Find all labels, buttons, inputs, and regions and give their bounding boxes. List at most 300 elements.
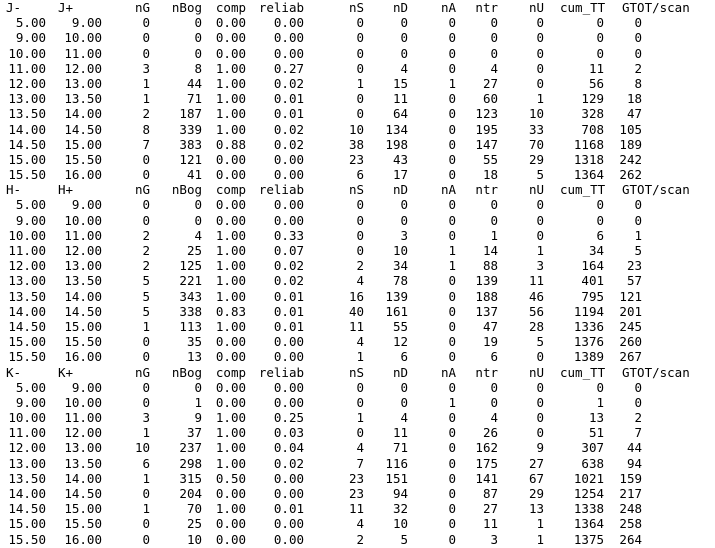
cell-bin-min: 5.00 <box>15 379 46 395</box>
cell-nd: 10 <box>392 243 408 258</box>
cell-gtot-scan: 7 <box>634 425 642 441</box>
cell-nd: 139 <box>385 288 408 304</box>
cell-comp: 0.00 <box>215 486 246 501</box>
cell-bin-min: 5.00 <box>15 197 46 213</box>
cell-nd: 78 <box>392 273 408 289</box>
cell-ns: 0 <box>356 91 364 107</box>
cell-na: 1 <box>448 243 456 258</box>
cell-nbog: 25 <box>186 243 202 258</box>
table-row <box>0 15 715 30</box>
table-row <box>0 456 715 471</box>
cell-cum-tt: 638 <box>581 455 604 471</box>
cell-nd: 6 <box>400 349 408 365</box>
header-cum-tt: cum_TT <box>560 182 606 198</box>
cell-nu: 0 <box>536 425 544 441</box>
cell-nd: 11 <box>392 91 408 107</box>
cell-na: 0 <box>448 501 456 517</box>
cell-bin-max: 12.00 <box>64 243 102 258</box>
cell-ng: 8 <box>142 121 150 137</box>
cell-ntr: 55 <box>482 151 498 167</box>
cell-ntr: 47 <box>482 318 498 334</box>
cell-nd: 134 <box>385 121 408 137</box>
cell-reliab: 0.00 <box>273 349 304 365</box>
cell-cum-tt: 1254 <box>573 486 604 501</box>
cell-cum-tt: 1168 <box>573 136 604 152</box>
cell-bin-min: 12.00 <box>8 75 46 91</box>
cell-nd: 0 <box>400 197 408 213</box>
cell-ng: 2 <box>142 258 150 274</box>
cell-ng: 2 <box>142 243 150 258</box>
cell-ng: 7 <box>142 136 150 152</box>
cell-ng: 0 <box>142 516 150 532</box>
cell-gtot-scan: 189 <box>619 136 642 152</box>
cell-comp: 1.00 <box>215 455 246 471</box>
table-row <box>0 152 715 167</box>
cell-comp: 1.00 <box>215 273 246 289</box>
cell-reliab: 0.00 <box>273 197 304 213</box>
cell-nbog: 41 <box>186 167 202 183</box>
cell-reliab: 0.01 <box>273 288 304 304</box>
table-row <box>0 122 715 137</box>
header-bin-min: K- <box>6 364 22 380</box>
cell-gtot-scan: 201 <box>619 303 642 319</box>
table-row <box>0 213 715 228</box>
header-nd: nD <box>392 364 408 380</box>
cell-reliab: 0.00 <box>273 15 304 31</box>
cell-na: 0 <box>448 197 456 213</box>
cell-nd: 0 <box>400 45 408 61</box>
header-ns: nS <box>348 182 364 198</box>
cell-nu: 1 <box>536 516 544 532</box>
cell-nbog: 0 <box>194 15 202 31</box>
cell-bin-min: 15.00 <box>8 334 46 350</box>
cell-nu: 0 <box>536 75 544 91</box>
table-row <box>0 501 715 516</box>
cell-ng: 2 <box>142 227 150 243</box>
cell-ns: 1 <box>356 349 364 365</box>
header-cum-tt: cum_TT <box>560 364 606 380</box>
cell-bin-min: 15.50 <box>8 167 46 183</box>
cell-comp: 1.00 <box>215 106 246 122</box>
header-gtot-scan: GTOT/scan <box>622 0 690 15</box>
table-row <box>0 334 715 349</box>
cell-comp: 0.00 <box>215 15 246 31</box>
cell-ns: 0 <box>356 425 364 441</box>
cell-ns: 4 <box>356 334 364 350</box>
cell-nd: 161 <box>385 303 408 319</box>
cell-bin-max: 15.50 <box>64 151 102 167</box>
cell-cum-tt: 0 <box>596 15 604 31</box>
cell-ns: 40 <box>348 303 364 319</box>
cell-ns: 16 <box>348 288 364 304</box>
cell-bin-max: 14.00 <box>64 106 102 122</box>
cell-bin-max: 15.00 <box>64 318 102 334</box>
cell-nd: 17 <box>392 167 408 183</box>
cell-ntr: 147 <box>475 136 498 152</box>
cell-nd: 94 <box>392 486 408 501</box>
cell-reliab: 0.02 <box>273 273 304 289</box>
cell-bin-max: 14.50 <box>64 121 102 137</box>
cell-ng: 5 <box>142 303 150 319</box>
cell-bin-min: 15.00 <box>8 516 46 532</box>
cell-na: 0 <box>448 486 456 501</box>
cell-ns: 4 <box>356 440 364 456</box>
cell-ng: 0 <box>142 212 150 228</box>
cell-bin-max: 14.50 <box>64 303 102 319</box>
cell-nu: 29 <box>528 486 544 501</box>
cell-gtot-scan: 105 <box>619 121 642 137</box>
cell-nbog: 13 <box>186 349 202 365</box>
band-section <box>0 182 715 364</box>
table-row <box>0 304 715 319</box>
cell-reliab: 0.01 <box>273 91 304 107</box>
cell-ns: 23 <box>348 151 364 167</box>
cell-comp: 0.00 <box>215 151 246 167</box>
cell-nbog: 44 <box>186 75 202 91</box>
cell-ns: 1 <box>356 410 364 426</box>
cell-bin-max: 16.00 <box>64 349 102 365</box>
cell-ng: 2 <box>142 106 150 122</box>
table-row <box>0 243 715 258</box>
table-row <box>0 380 715 395</box>
cell-ng: 3 <box>142 410 150 426</box>
cell-comp: 1.00 <box>215 258 246 274</box>
cell-ntr: 14 <box>482 243 498 258</box>
cell-ns: 0 <box>356 227 364 243</box>
cell-nbog: 338 <box>179 303 202 319</box>
cell-reliab: 0.00 <box>273 45 304 61</box>
section-header-row <box>0 365 715 380</box>
cell-bin-min: 13.00 <box>8 273 46 289</box>
cell-ns: 23 <box>348 470 364 486</box>
cell-na: 0 <box>448 227 456 243</box>
cell-nu: 9 <box>536 440 544 456</box>
header-cum-tt: cum_TT <box>560 0 606 15</box>
cell-reliab: 0.02 <box>273 136 304 152</box>
cell-comp: 0.88 <box>215 136 246 152</box>
cell-na: 1 <box>448 394 456 410</box>
cell-cum-tt: 1364 <box>573 167 604 183</box>
band-section <box>0 0 715 182</box>
cell-gtot-scan: 264 <box>619 531 642 547</box>
cell-nu: 11 <box>528 273 544 289</box>
cell-cum-tt: 1021 <box>573 470 604 486</box>
cell-ntr: 175 <box>475 455 498 471</box>
cell-nbog: 0 <box>194 45 202 61</box>
cell-ng: 0 <box>142 349 150 365</box>
cell-reliab: 0.25 <box>273 410 304 426</box>
cell-nbog: 0 <box>194 379 202 395</box>
cell-nbog: 25 <box>186 516 202 532</box>
header-ntr: ntr <box>475 182 498 198</box>
header-gtot-scan: GTOT/scan <box>622 182 690 198</box>
cell-nd: 116 <box>385 455 408 471</box>
cell-nd: 10 <box>392 516 408 532</box>
cell-bin-min: 12.00 <box>8 440 46 456</box>
cell-ntr: 0 <box>490 15 498 31</box>
table-row <box>0 349 715 364</box>
cell-nu: 0 <box>536 60 544 76</box>
header-na: nA <box>440 182 456 198</box>
cell-gtot-scan: 245 <box>619 318 642 334</box>
cell-bin-max: 10.00 <box>64 30 102 46</box>
cell-nd: 4 <box>400 60 408 76</box>
cell-cum-tt: 708 <box>581 121 604 137</box>
cell-bin-max: 9.00 <box>71 15 102 31</box>
cell-gtot-scan: 18 <box>626 91 642 107</box>
cell-ntr: 0 <box>490 197 498 213</box>
cell-na: 0 <box>448 531 456 547</box>
cell-reliab: 0.00 <box>273 151 304 167</box>
cell-bin-max: 11.00 <box>64 227 102 243</box>
table-row <box>0 486 715 501</box>
cell-ntr: 1 <box>490 227 498 243</box>
header-ng: nG <box>134 182 150 198</box>
cell-ng: 5 <box>142 288 150 304</box>
cell-bin-max: 15.50 <box>64 334 102 350</box>
header-nbog: nBog <box>171 0 202 15</box>
cell-comp: 0.00 <box>215 531 246 547</box>
table-row <box>0 425 715 440</box>
cell-cum-tt: 11 <box>588 60 604 76</box>
cell-ntr: 19 <box>482 334 498 350</box>
cell-cum-tt: 0 <box>596 30 604 46</box>
cell-nu: 0 <box>536 410 544 426</box>
cell-nu: 0 <box>536 15 544 31</box>
cell-bin-min: 15.50 <box>8 349 46 365</box>
header-gtot-scan: GTOT/scan <box>622 364 690 380</box>
cell-nd: 4 <box>400 410 408 426</box>
cell-gtot-scan: 0 <box>634 15 642 31</box>
cell-nu: 1 <box>536 243 544 258</box>
cell-bin-min: 15.00 <box>8 151 46 167</box>
cell-cum-tt: 401 <box>581 273 604 289</box>
cell-bin-max: 16.00 <box>64 167 102 183</box>
header-ns: nS <box>348 364 364 380</box>
cell-nbog: 10 <box>186 531 202 547</box>
cell-bin-min: 9.00 <box>15 212 46 228</box>
cell-ns: 4 <box>356 273 364 289</box>
cell-nd: 71 <box>392 440 408 456</box>
cell-nd: 0 <box>400 15 408 31</box>
cell-ng: 1 <box>142 91 150 107</box>
cell-cum-tt: 164 <box>581 258 604 274</box>
cell-nd: 15 <box>392 75 408 91</box>
cell-na: 0 <box>448 334 456 350</box>
cell-nu: 46 <box>528 288 544 304</box>
cell-bin-max: 15.00 <box>64 136 102 152</box>
section-header-row <box>0 0 715 15</box>
cell-nbog: 339 <box>179 121 202 137</box>
cell-nd: 151 <box>385 470 408 486</box>
cell-bin-max: 9.00 <box>71 197 102 213</box>
cell-nd: 12 <box>392 334 408 350</box>
cell-bin-min: 11.00 <box>8 243 46 258</box>
cell-na: 0 <box>448 91 456 107</box>
cell-na: 1 <box>448 75 456 91</box>
header-na: nA <box>440 364 456 380</box>
cell-gtot-scan: 23 <box>626 258 642 274</box>
cell-ntr: 139 <box>475 273 498 289</box>
cell-cum-tt: 0 <box>596 197 604 213</box>
cell-cum-tt: 56 <box>588 75 604 91</box>
cell-na: 0 <box>448 121 456 137</box>
cell-gtot-scan: 0 <box>634 394 642 410</box>
table-row <box>0 516 715 531</box>
cell-nd: 0 <box>400 212 408 228</box>
cell-cum-tt: 129 <box>581 91 604 107</box>
cell-ntr: 26 <box>482 425 498 441</box>
cell-na: 0 <box>448 410 456 426</box>
cell-ntr: 0 <box>490 45 498 61</box>
table-row <box>0 258 715 273</box>
cell-nu: 5 <box>536 334 544 350</box>
cell-ntr: 6 <box>490 349 498 365</box>
header-comp: comp <box>215 0 246 15</box>
cell-nbog: 221 <box>179 273 202 289</box>
cell-na: 0 <box>448 136 456 152</box>
cell-ns: 6 <box>356 167 364 183</box>
header-ntr: ntr <box>475 364 498 380</box>
cell-nu: 0 <box>536 197 544 213</box>
cell-ns: 2 <box>356 258 364 274</box>
band-section <box>0 365 715 547</box>
cell-bin-min: 11.00 <box>8 425 46 441</box>
table-row <box>0 76 715 91</box>
section-header-row <box>0 182 715 197</box>
cell-gtot-scan: 5 <box>634 243 642 258</box>
cell-comp: 0.00 <box>215 394 246 410</box>
cell-nbog: 121 <box>179 151 202 167</box>
header-comp: comp <box>215 364 246 380</box>
cell-ng: 10 <box>134 440 150 456</box>
header-ns: nS <box>348 0 364 15</box>
cell-comp: 1.00 <box>215 440 246 456</box>
cell-nd: 11 <box>392 425 408 441</box>
cell-ng: 0 <box>142 167 150 183</box>
cell-nbog: 35 <box>186 334 202 350</box>
cell-bin-max: 13.50 <box>64 91 102 107</box>
cell-ns: 0 <box>356 212 364 228</box>
cell-gtot-scan: 0 <box>634 197 642 213</box>
cell-bin-min: 13.50 <box>8 106 46 122</box>
cell-comp: 0.83 <box>215 303 246 319</box>
cell-bin-max: 13.00 <box>64 75 102 91</box>
cell-ntr: 88 <box>482 258 498 274</box>
cell-bin-min: 10.00 <box>8 45 46 61</box>
cell-na: 0 <box>448 273 456 289</box>
cell-ntr: 3 <box>490 531 498 547</box>
cell-nd: 43 <box>392 151 408 167</box>
cell-ns: 4 <box>356 516 364 532</box>
cell-nu: 0 <box>536 349 544 365</box>
cell-gtot-scan: 260 <box>619 334 642 350</box>
cell-comp: 1.00 <box>215 410 246 426</box>
cell-nbog: 1 <box>194 394 202 410</box>
cell-nbog: 9 <box>194 410 202 426</box>
cell-bin-max: 11.00 <box>64 410 102 426</box>
cell-comp: 0.00 <box>215 349 246 365</box>
cell-bin-min: 9.00 <box>15 394 46 410</box>
header-nu: nU <box>528 364 544 380</box>
cell-na: 0 <box>448 303 456 319</box>
cell-bin-max: 12.00 <box>64 425 102 441</box>
cell-gtot-scan: 0 <box>634 212 642 228</box>
cell-comp: 0.00 <box>215 167 246 183</box>
cell-reliab: 0.04 <box>273 440 304 456</box>
cell-cum-tt: 0 <box>596 212 604 228</box>
cell-ns: 11 <box>348 318 364 334</box>
cell-bin-max: 11.00 <box>64 45 102 61</box>
header-bin-max: K+ <box>58 364 74 380</box>
cell-bin-max: 13.50 <box>64 455 102 471</box>
header-bin-min: J- <box>6 0 22 15</box>
cell-ng: 0 <box>142 379 150 395</box>
cell-nbog: 37 <box>186 425 202 441</box>
cell-bin-max: 14.00 <box>64 470 102 486</box>
cell-gtot-scan: 47 <box>626 106 642 122</box>
cell-na: 0 <box>448 425 456 441</box>
cell-nd: 3 <box>400 227 408 243</box>
header-comp: comp <box>215 182 246 198</box>
cell-gtot-scan: 8 <box>634 75 642 91</box>
header-nd: nD <box>392 182 408 198</box>
table-row <box>0 532 715 547</box>
cell-nu: 0 <box>536 379 544 395</box>
table-row <box>0 273 715 288</box>
cell-na: 0 <box>448 379 456 395</box>
cell-cum-tt: 1336 <box>573 318 604 334</box>
cell-nbog: 0 <box>194 197 202 213</box>
cell-reliab: 0.00 <box>273 470 304 486</box>
cell-bin-min: 15.50 <box>8 531 46 547</box>
cell-bin-max: 14.00 <box>64 288 102 304</box>
cell-comp: 1.00 <box>215 501 246 517</box>
cell-ng: 1 <box>142 75 150 91</box>
cell-comp: 0.00 <box>215 334 246 350</box>
table-row <box>0 106 715 121</box>
cell-reliab: 0.00 <box>273 394 304 410</box>
cell-reliab: 0.00 <box>273 167 304 183</box>
cell-na: 0 <box>448 106 456 122</box>
cell-na: 0 <box>448 212 456 228</box>
cell-cum-tt: 6 <box>596 227 604 243</box>
cell-comp: 0.50 <box>215 470 246 486</box>
cell-na: 0 <box>448 455 456 471</box>
table-row <box>0 61 715 76</box>
header-bin-max: H+ <box>58 182 74 198</box>
cell-ng: 0 <box>142 486 150 501</box>
cell-cum-tt: 328 <box>581 106 604 122</box>
cell-cum-tt: 1389 <box>573 349 604 365</box>
cell-ns: 0 <box>356 197 364 213</box>
cell-ns: 0 <box>356 45 364 61</box>
cell-bin-min: 14.50 <box>8 136 46 152</box>
cell-reliab: 0.00 <box>273 212 304 228</box>
header-reliab: reliab <box>258 364 304 380</box>
cell-ns: 11 <box>348 501 364 517</box>
cell-nu: 10 <box>528 106 544 122</box>
cell-na: 0 <box>448 30 456 46</box>
cell-nd: 0 <box>400 30 408 46</box>
cell-comp: 0.00 <box>215 30 246 46</box>
cell-gtot-scan: 262 <box>619 167 642 183</box>
cell-na: 0 <box>448 60 456 76</box>
cell-comp: 1.00 <box>215 91 246 107</box>
cell-comp: 0.00 <box>215 516 246 532</box>
table-row <box>0 167 715 182</box>
cell-nd: 34 <box>392 258 408 274</box>
